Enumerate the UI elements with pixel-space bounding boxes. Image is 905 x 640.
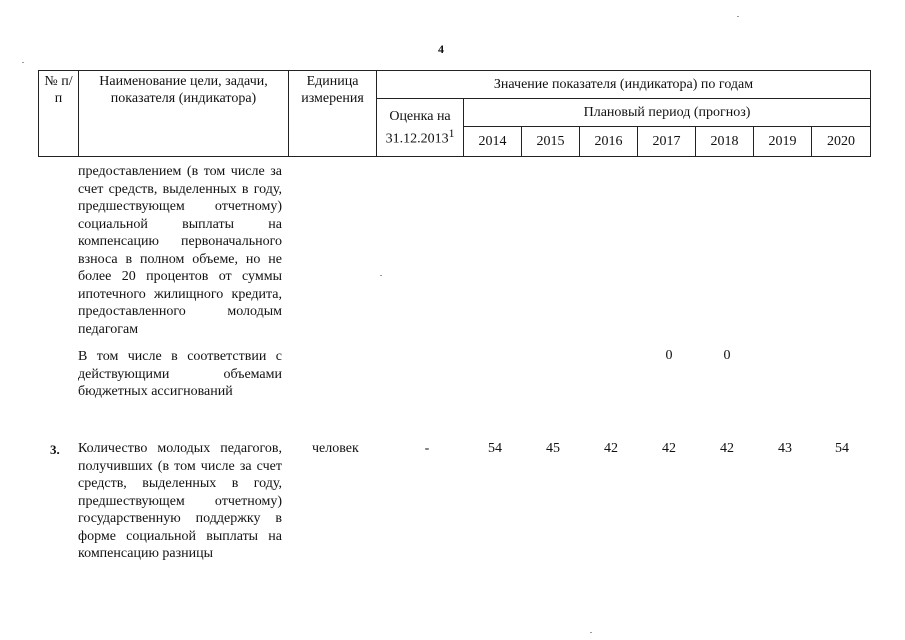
value-cell: 42 — [662, 441, 676, 456]
value-cell: 45 — [546, 441, 560, 456]
page-number: 4 — [438, 42, 444, 56]
unit-cell: человек — [312, 441, 359, 456]
header-estimate-footnote: 1 — [448, 126, 455, 140]
value-cell: 54 — [835, 441, 849, 456]
header-year: 2014 — [464, 127, 522, 157]
header-year: 2019 — [754, 127, 812, 157]
scan-speck — [590, 632, 592, 633]
header-num: № п/п — [39, 71, 79, 157]
value-cell: 43 — [778, 441, 792, 456]
value-cell: 42 — [720, 441, 734, 456]
header-estimate-label: Оценка на 31.12.2013 — [385, 108, 451, 147]
estimate-cell: - — [424, 441, 430, 456]
row-name: В том числе в соответствии с действующими объемами бюджетных ассигнований — [78, 349, 282, 399]
header-year: 2015 — [522, 127, 580, 157]
scan-speck — [22, 62, 24, 63]
header-year: 2017 — [638, 127, 696, 157]
table-header — [38, 70, 871, 157]
header-unit: Единица измерения — [289, 71, 377, 157]
value-cell: 0 — [723, 348, 731, 363]
row-number: 3. — [50, 442, 60, 457]
header-name: Наименование цели, задачи, показателя (индикатора) — [79, 71, 289, 157]
header-year: 2016 — [580, 127, 638, 157]
scan-speck — [380, 275, 382, 276]
value-cell: 42 — [604, 441, 618, 456]
scan-speck — [737, 16, 739, 17]
value-cell: 54 — [488, 441, 502, 456]
header-estimate — [377, 99, 464, 157]
header-planned: Плановый период (прогноз) — [464, 99, 871, 127]
value-cell: 0 — [665, 348, 673, 363]
row-name: предоставлением (в том числе за счет средств, выделенных в году, предшествующем отчетному) социальной выплаты на компенсацию первоначального взноса в полном объеме, но не более 20 процентов от суммы ипотечного жилищного кредита, предоставленного молодым педагогам — [78, 164, 282, 337]
header-year: 2020 — [812, 127, 871, 157]
row-name: Количество молодых педагогов, получивших (в том числе за счет средств, выделенных в году, предшествующем отчетному) государственную поддержку в форме социальной выплаты на компенсацию разницы — [78, 441, 282, 561]
header-values: Значение показателя (индикатора) по годам — [377, 71, 871, 99]
header-year: 2018 — [696, 127, 754, 157]
